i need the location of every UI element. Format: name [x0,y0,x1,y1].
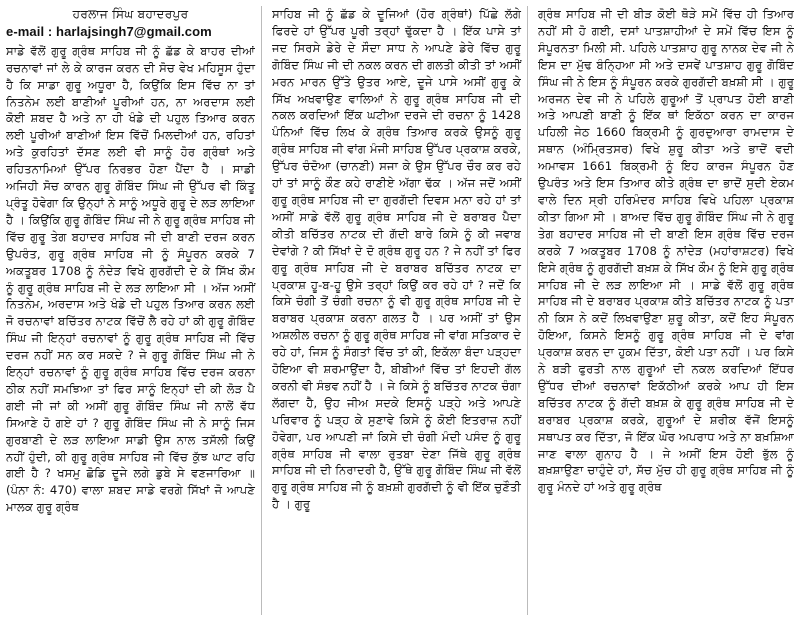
author-email[interactable]: e-mail : harlajsingh7@gmail.com [6,23,212,39]
column-1-text: ਸਾਡੇ ਵੱਲੋਂ ਗੁਰੂ ਗ੍ਰੰਥ ਸਾਹਿਬ ਜੀ ਨੂੰ ਛੱਡ ਕੇ ਬਾਹਰ ਦੀਆਂ ਰਚਨਾਵਾਂ ਜਾਂ ਲੇ ਕੇ ਕਾਰਜ ਕਰਨ ਦੀ ਸੋਚ ਵੇਖ ਮਹਿਸੂਸ ਹੁੰਦਾ ਹੈ ਕਿ ਸਾਡਾ ਗੁਰੂ ਅਧੂਰਾ ਹੈ, ਕਿਉਂਕਿ ਇਸ ਵਿੱਚ ਨਾ ਤਾਂ ਨਿਤਨੇਮ ਲਈ ਬਾਣੀਆਂ ਪੂਰੀਆਂ ਹਨ, ਨਾ ਅਰਦਾਸ ਲਈ ਕੋਈ ਸ਼ਬਦ ਹੈ ਅਤੇ ਨਾ ਹੀ ਖੰਡੇ ਦੀ ਪਹੁਲ ਤਿਆਰ ਕਰਨ ਲਈ ਪੂਰੀਆਂ ਬਾਣੀਆਂ ਇਸ ਵਿੱਚੋਂ ਮਿਲਦੀਆਂ ਹਨ, ਰਹਿਤਾਂ ਅਤੇ ਕੁਰਹਿਤਾਂ ਦੱਸਣ ਲਈ ਵੀ ਸਾਨੂੰ ਹੋਰ ਗ੍ਰੰਥਾਂ ਅਤੇ ਰਹਿਤਨਾਮਿਆਂ ਉੱਪਰ ਨਿਰਭਰ ਹੋਣਾ ਪੈਂਦਾ ਹੈ । ਸਾਡੀ ਅਜਿਹੀ ਸੋਚ ਕਾਰਨ ਗੁਰੂ ਗੋਬਿੰਦ ਸਿੰਘ ਜੀ ਉੱਪਰ ਵੀ ਕਿੰਤੂ ਪ੍ਰੰਤੂ ਹੋਵੇਗਾ ਕਿ ਉਨ੍ਹਾਂ ਨੇ ਸਾਨੂੰ ਅਧੂਰੇ ਗੁਰੂ ਦੇ ਲੜ ਲਾਇਆ ਹੈ । ਕਿਉਂਕਿ ਗੁਰੂ ਗੋਬਿੰਦ ਸਿੰਘ ਜੀ ਨੇ ਗੁਰੂ ਗ੍ਰੰਥ ਸਾਹਿਬ ਜੀ ਵਿੱਚ ਗੁਰੂ ਤੇਗ ਬਹਾਦਰ ਸਾਹਿਬ ਜੀ ਦੀ ਬਾਣੀ ਦਰਜ ਕਰਨ ਉਪਰੰਤ, ਗੁਰੂ ਗ੍ਰੰਥ ਸਾਹਿਬ ਜੀ ਨੂੰ ਸੰਪੂਰਨ ਕਰਕੇ 7 ਅਕਤੂਬਰ 1708 ਨੂੰ ਨੰਦੇੜ ਵਿਖੇ ਗੁਰਗੱਦੀ ਦੇ ਕੇ ਸਿੱਖ ਕੌਮ ਨੂੰ ਗੁਰੂ ਗ੍ਰੰਥ ਸਾਹਿਬ ਜੀ ਦੇ ਲੜ ਲਾਇਆ ਸੀ । ਅੱਜ ਅਸੀਂ ਨਿਤਨੇਮ, ਅਰਦਾਸ ਅਤੇ ਖੰਡੇ ਦੀ ਪਹੁਲ ਤਿਆਰ ਕਰਨ ਲਈ ਜੋ ਰਚਨਾਵਾਂ ਬਚਿੱਤਰ ਨਾਟਕ ਵਿੱਚੋਂ ਲੈ ਰਹੇ ਹਾਂ ਕੀ ਗੁਰੂ ਗੋਬਿੰਦ ਸਿੰਘ ਜੀ ਇਨ੍ਹਾਂ ਰਚਨਾਵਾਂ ਨੂੰ ਗੁਰੂ ਗ੍ਰੰਥ ਸਾਹਿਬ ਜੀ ਵਿੱਚ ਦਰਜ ਨਹੀਂ ਸਨ ਕਰ ਸਕਦੇ ? ਜੇ ਗੁਰੂ ਗੋਬਿੰਦ ਸਿੰਘ ਜੀ ਨੇ ਇਨ੍ਹਾਂ ਰਚਨਾਵਾਂ ਨੂੰ ਗੁਰੂ ਗ੍ਰੰਥ ਸਾਹਿਬ ਵਿੱਚ ਦਰਜ ਕਰਨਾ ਠੀਕ ਨਹੀਂ ਸਮਝਿਆ ਤਾਂ ਫਿਰ ਸਾਨੂੰ ਇਨ੍ਹਾਂ ਦੀ ਕੀ ਲੋੜ ਪੈ ਗਈ ਜੀ ਜਾਂ ਕੀ ਅਸੀਂ ਗੁਰੂ ਗੋਬਿੰਦ ਸਿੰਘ ਜੀ ਨਾਲੋਂ ਵੱਧ ਸਿਆਣੇ ਹੋ ਗਏ ਹਾਂ ? ਗੁਰੂ ਗੋਬਿੰਦ ਸਿੰਘ ਜੀ ਨੇ ਸਾਨੂੰ ਜਿਸ ਗੁਰਬਾਣੀ ਦੇ ਲੜ ਲਾਇਆ ਸਾਡੀ ਉਸ ਨਾਲ ਤਸੱਲੀ ਕਿਉਂ ਨਹੀਂ ਹੁੰਦੀ, ਕੀ ਗੁਰੂ ਗ੍ਰੰਥ ਸਾਹਿਬ ਜੀ ਵਿੱਚ ਕੁੱਝ ਘਾਟ ਰਹਿ ਗਈ ਹੈ ? ਖਸਮੁ ਛੋਡਿ ਦੂਜੇ ਲਗੇ ਡੁਬੇ ਸੇ ਵਣਜਾਰਿਆ ॥ (ਪੰਨਾ ਨੰ: 470) ਵਾਲਾ ਸ਼ਬਦ ਸਾਡੇ ਵਰਗੇ ਸਿੱਖਾਂ ਜੋ ਆਪਣੇ ਮਾਲਕ ਗੁਰੂ ਗ੍ਰੰਥ [6,43,255,515]
article-column-1 [6,6,262,615]
author-name: ਹਰਲਾਜ ਸਿੰਘ ਬਹਾਦਰਪੁਰ [72,7,189,21]
column-2-text: ਸਾਹਿਬ ਜੀ ਨੂੰ ਛੱਡ ਕੇ ਦੂਜਿਆਂ (ਹੋਰ ਗ੍ਰੰਥਾਂ) ਪਿੱਛੇ ਲੱਗੇ ਫਿਰਦੇ ਹਾਂ ਉੱਪਰ ਪੂਰੀ ਤਰ੍ਹਾਂ ਢੁੱਕਦਾ ਹੈ । ਇੱਕ ਪਾਸੇ ਤਾਂ ਜਦ ਸਿਰਸੇ ਡੇਰੇ ਦੇ ਸੌਦਾ ਸਾਧ ਨੇ ਆਪਣੇ ਡੇਰੇ ਵਿੱਚ ਗੁਰੂ ਗੋਬਿੰਦ ਸਿੰਘ ਜੀ ਦੀ ਨਕਲ ਕਰਨ ਦੀ ਗਲਤੀ ਕੀਤੀ ਤਾਂ ਅਸੀਂ ਮਰਨ ਮਾਰਨ ਉੱਤੇ ਉਤਰ ਆਏ, ਦੂਜੇ ਪਾਸੇ ਅਸੀਂ ਗੁਰੂ ਕੇ ਸਿੱਖ ਅਖਵਾਉਣ ਵਾਲਿਆਂ ਨੇ ਗੁਰੂ ਗ੍ਰੰਥ ਸਾਹਿਬ ਜੀ ਦੀ ਨਕਲ ਕਰਦਿਆਂ ਇੱਕ ਘਟੀਆ ਦਰਜੇ ਦੀ ਰਚਨਾ ਨੂੰ 1428 ਪੰਨਿਆਂ ਵਿੱਚ ਲਿਖ ਕੇ ਗ੍ਰੰਥ ਤਿਆਰ ਕਰਕੇ ਉਸਨੂੰ ਗੁਰੂ ਗ੍ਰੰਥ ਸਾਹਿਬ ਜੀ ਵਾਂਗ ਮੰਜੀ ਸਾਹਿਬ ਉੱਪਰ ਪ੍ਰਕਾਸ਼ ਕਰਕੇ, ਉੱਪਰ ਚੰਦੋਆ (ਚਾਨਣੀ) ਸਜਾ ਕੇ ਉਸ ਉੱਪਰ ਚੌਰ ਕਰ ਰਹੇ ਹਾਂ ਤਾਂ ਸਾਨੂੰ ਕੌਣ ਕਹੇ ਰਾਣੀਏ ਅੱਗਾ ਢੱਕ । ਅੱਜ ਜਦੋਂ ਅਸੀਂ ਗੁਰੂ ਗ੍ਰੰਥ ਸਾਹਿਬ ਜੀ ਦਾ ਗੁਰਗੱਦੀ ਦਿਵਸ ਮਨਾ ਰਹੇ ਹਾਂ ਤਾਂ ਅਸੀਂ ਸਾਡੇ ਵੱਲੋਂ ਗੁਰੂ ਗ੍ਰੰਥ ਸਾਹਿਬ ਜੀ ਦੇ ਬਰਾਬਰ ਪੈਦਾ ਕੀਤੀ ਬਚਿੱਤਰ ਨਾਟਕ ਦੀ ਗੱਦੀ ਬਾਰੇ ਕਿਸੇ ਨੂੰ ਕੀ ਜਵਾਬ ਦੇਵਾਂਗੇ ? ਕੀ ਸਿੱਖਾਂ ਦੇ ਦੋ ਗ੍ਰੰਥ ਗੁਰੂ ਹਨ ? ਜੇ ਨਹੀਂ ਤਾਂ ਫਿਰ ਗੁਰੂ ਗ੍ਰੰਥ ਸਾਹਿਬ ਜੀ ਦੇ ਬਰਾਬਰ ਬਚਿੱਤਰ ਨਾਟਕ ਦਾ ਪ੍ਰਕਾਸ਼ ਹੂ-ਬ-ਹੂ ਉਸੇ ਤਰ੍ਹਾਂ ਕਿਉਂ ਕਰ ਰਹੇ ਹਾਂ ? ਜਦੋਂ ਕਿ ਕਿਸੇ ਚੰਗੀ ਤੋਂ ਚੰਗੀ ਰਚਨਾ ਨੂੰ ਵੀ ਗੁਰੂ ਗ੍ਰੰਥ ਸਾਹਿਬ ਜੀ ਦੇ ਬਰਾਬਰ ਪ੍ਰਕਾਸ਼ ਕਰਨਾ ਗਲਤ ਹੈ । ਪਰ ਅਸੀਂ ਤਾਂ ਉਸ ਅਸ਼ਲੀਲ ਰਚਨਾ ਨੂੰ ਗੁਰੂ ਗ੍ਰੰਥ ਸਾਹਿਬ ਜੀ ਵਾਂਗ ਸਤਿਕਾਰ ਦੇ ਰਹੇ ਹਾਂ, ਜਿਸ ਨੂੰ ਸੰਗਤਾਂ ਵਿੱਚ ਤਾਂ ਕੀ, ਇਕੱਲਾ ਬੰਦਾ ਪੜ੍ਹਦਾ ਹੋਇਆ ਵੀ ਸ਼ਰਮਾਉਂਦਾ ਹੈ, ਬੀਬੀਆਂ ਵਿੱਚ ਤਾਂ ਇਹਦੀ ਗੱਲ ਕਰਨੀ ਵੀ ਸੰਭਵ ਨਹੀਂ ਹੈ । ਜੇ ਕਿਸੇ ਨੂੰ ਬਚਿੱਤਰ ਨਾਟਕ ਚੰਗਾ ਲੱਗਦਾ ਹੈ, ਉਹ ਜੀਅ ਸਦਕੇ ਇਸਨੂੰ ਪੜ੍ਹੇ ਅਤੇ ਆਪਣੇ ਪਰਿਵਾਰ ਨੂੰ ਪੜ੍ਹ ਕੇ ਸੁਣਾਵੇ ਕਿਸੇ ਨੂੰ ਕੋਈ ਇਤਰਾਜ਼ ਨਹੀਂ ਹੋਵੇਗਾ, ਪਰ ਆਪਣੀ ਜਾਂ ਕਿਸੇ ਦੀ ਚੰਗੀ ਮੰਦੀ ਪਸੰਦ ਨੂੰ ਗੁਰੂ ਗ੍ਰੰਥ ਸਾਹਿਬ ਜੀ ਵਾਲਾ ਰੁਤਬਾ ਦੇਣਾ ਜਿੱਥੇ ਗੁਰੂ ਗ੍ਰੰਥ ਸਾਹਿਬ ਜੀ ਦੀ ਨਿਰਾਦਰੀ ਹੈ, ਉੱਥੇ ਗੁਰੂ ਗੋਬਿੰਦ ਸਿੰਘ ਜੀ ਵੱਲੋਂ ਗੁਰੂ ਗ੍ਰੰਥ ਸਾਹਿਬ ਜੀ ਨੂੰ ਬਖ਼ਸ਼ੀ ਗੁਰਗੱਦੀ ਨੂੰ ਵੀ ਇੱਕ ਚੁਣੌਤੀ ਹੈ । ਗੁਰੂ [272,7,521,512]
article-column-3 [538,6,794,615]
column-3-text: ਗ੍ਰੰਥ ਸਾਹਿਬ ਜੀ ਦੀ ਬੀੜ ਕੋਈ ਥੋੜੇ ਸਮੇਂ ਵਿੱਚ ਹੀ ਤਿਆਰ ਨਹੀਂ ਸੀ ਹੋ ਗਈ, ਦਸਾਂ ਪਾਤਸ਼ਾਹੀਆਂ ਦੇ ਸਮੇਂ ਵਿੱਚ ਇਸ ਨੂੰ ਸੰਪੂਰਨਤਾ ਮਿਲੀ ਸੀ. ਪਹਿਲੇ ਪਾਤਸ਼ਾਹ ਗੁਰੂ ਨਾਨਕ ਦੇਵ ਜੀ ਨੇ ਇਸ ਦਾ ਮੁੱਢ ਬੰਨ੍ਹਿਆ ਸੀ ਅਤੇ ਦਸਵੇਂ ਪਾਤਸ਼ਾਹ ਗੁਰੂ ਗੋਬਿੰਦ ਸਿੰਘ ਜੀ ਨੇ ਇਸ ਨੂੰ ਸੰਪੂਰਨ ਕਰਕੇ ਗੁਰਗੱਦੀ ਬਖ਼ਸ਼ੀ ਸੀ । ਗੁਰੂ ਅਰਜਨ ਦੇਵ ਜੀ ਨੇ ਪਹਿਲੇ ਗੁਰੂਆਂ ਤੋਂ ਪ੍ਰਾਪਤ ਹੋਈ ਬਾਣੀ ਅਤੇ ਆਪਣੀ ਬਾਣੀ ਨੂੰ ਇੱਕ ਥਾਂ ਇਕੱਠਾ ਕਰਨ ਦਾ ਕਾਰਜ ਪਹਿਲੀ ਜੇਠ 1660 ਬਿਕ੍ਰਮੀ ਨੂੰ ਗੁਰਦੁਆਰਾ ਰਾਮਦਾਸ ਦੇ ਸਥਾਨ (ਅੰਮ੍ਰਿਤਸਰ) ਵਿਖੇ ਸ਼ੁਰੂ ਕੀਤਾ ਅਤੇ ਭਾਦੋਂ ਵਦੀ ਅਮਾਵਸ 1661 ਬਿਕ੍ਰਮੀ ਨੂੰ ਇਹ ਕਾਰਜ ਸੰਪੂਰਨ ਹੋਣ ਉਪਰੰਤ ਅਤੇ ਇਸ ਤਿਆਰ ਕੀਤੇ ਗ੍ਰੰਥ ਦਾ ਭਾਦੋਂ ਸੁਦੀ ਏਕਮ ਵਾਲੇ ਦਿਨ ਸ੍ਰੀ ਹਰਿਮੰਦਰ ਸਾਹਿਬ ਵਿਖੇ ਪਹਿਲਾ ਪ੍ਰਕਾਸ਼ ਕੀਤਾ ਗਿਆ ਸੀ । ਬਾਅਦ ਵਿੱਚ ਗੁਰੂ ਗੋਬਿੰਦ ਸਿੰਘ ਜੀ ਨੇ ਗੁਰੂ ਤੇਗ ਬਹਾਦਰ ਸਾਹਿਬ ਜੀ ਦੀ ਬਾਣੀ ਇਸ ਗ੍ਰੰਥ ਵਿੱਚ ਦਰਜ ਕਰਕੇ 7 ਅਕਤੂਬਰ 1708 ਨੂੰ ਨਾਂਦੇੜ (ਮਹਾਂਰਾਸ਼ਟਰ) ਵਿਖੇ ਇਸੇ ਗ੍ਰੰਥ ਨੂੰ ਗੁਰਗੱਦੀ ਬਖ਼ਸ਼ ਕੇ ਸਿੱਖ ਕੌਮ ਨੂੰ ਇਸੇ ਗੁਰੂ ਗ੍ਰੰਥ ਸਾਹਿਬ ਜੀ ਦੇ ਲੜ ਲਾਇਆ ਸੀ । ਸਾਡੇ ਵੱਲੋਂ ਗੁਰੂ ਗ੍ਰੰਥ ਸਾਹਿਬ ਜੀ ਦੇ ਬਰਾਬਰ ਪ੍ਰਕਾਸ਼ ਕੀਤੇ ਬਚਿੱਤਰ ਨਾਟਕ ਨੂੰ ਪਤਾ ਨੀ ਕਿਸ ਨੇ ਕਦੋਂ ਲਿਖਵਾਉਣਾ ਸ਼ੁਰੂ ਕੀਤਾ, ਕਦੋਂ ਇਹ ਸੰਪੂਰਨ ਹੋਇਆ, ਕਿਸਨੇ ਇਸਨੂੰ ਗੁਰੂ ਗ੍ਰੰਥ ਸਾਹਿਬ ਜੀ ਦੇ ਵਾਂਗ ਪ੍ਰਕਾਸ਼ ਕਰਨ ਦਾ ਹੁਕਮ ਦਿੱਤਾ, ਕੋਈ ਪਤਾ ਨਹੀਂ । ਪਰ ਕਿਸੇ ਨੇ ਬੜੀ ਫੁਰਤੀ ਨਾਲ ਗੁਰੂਆਂ ਦੀ ਨਕਲ ਕਰਦਿਆਂ ਇੱਧਰ ਉੱਧਰ ਦੀਆਂ ਰਚਨਾਵਾਂ ਇਕੱਠੀਆਂ ਕਰਕੇ ਆਪ ਹੀ ਇਸ ਬਚਿੱਤਰ ਨਾਟਕ ਨੂੰ ਗੱਦੀ ਬਖ਼ਸ਼ ਕੇ ਗੁਰੂ ਗ੍ਰੰਥ ਸਾਹਿਬ ਜੀ ਦੇ ਬਰਾਬਰ ਪ੍ਰਕਾਸ਼ ਕਰਕੇ, ਗੁਰੂਆਂ ਦੇ ਸ਼ਰੀਕ ਵੱਜੋਂ ਇਸਨੂੰ ਸਥਾਪਤ ਕਰ ਦਿੱਤਾ, ਜੋ ਇੱਕ ਘੋਰ ਅਪਰਾਧ ਅਤੇ ਨਾ ਬਖ਼ਸ਼ਿਆ ਜਾਣ ਵਾਲਾ ਗੁਨਾਹ ਹੈ । ਜੇ ਅਸੀਂ ਇਸ ਹੋਈ ਭੁੱਲ ਨੂੰ ਬਖ਼ਸ਼ਾਉਣਾ ਚਾਹੁੰਦੇ ਹਾਂ, ਸੱਚ ਮੁੱਚ ਹੀ ਗੁਰੂ ਗ੍ਰੰਥ ਸਾਹਿਬ ਜੀ ਨੂੰ ਗੁਰੂ ਮੰਨਦੇ ਹਾਂ ਅਤੇ ਗੁਰੂ ਗ੍ਰੰਥ [538,7,794,495]
article-column-2 [272,6,528,615]
